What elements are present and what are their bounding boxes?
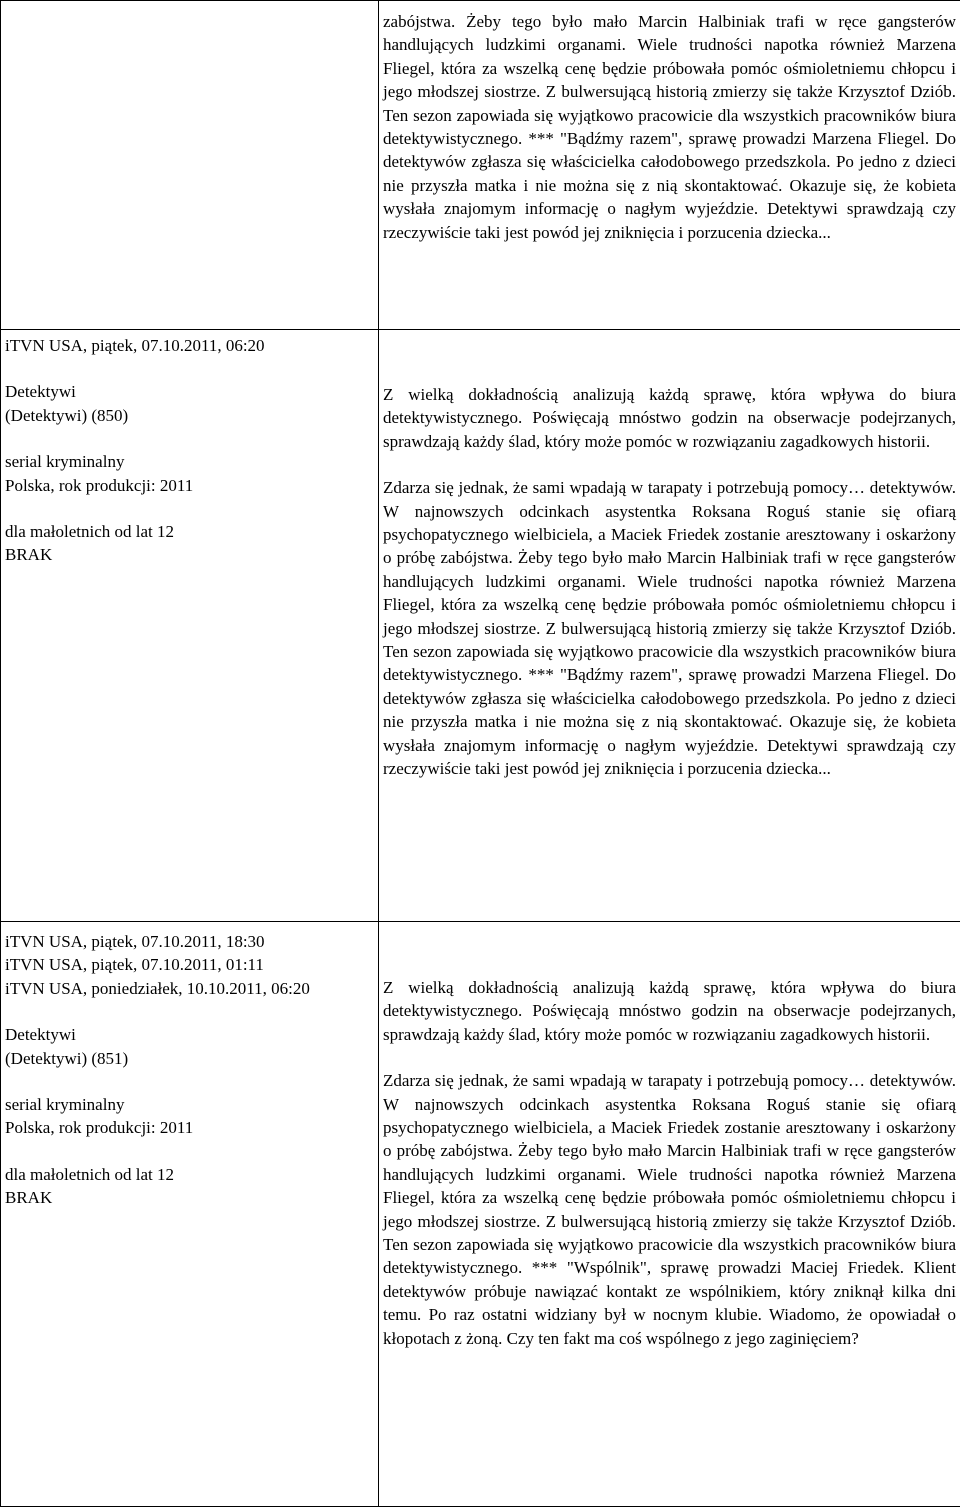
program-title: Detektywi [5, 380, 374, 403]
program-genre: serial kryminalny [5, 1093, 374, 1116]
description-paragraph: Z wielką dokładnością analizują każdą sprawę, która wpływa do biura detektywistycznego. Poświęcają mnóstwo godzin na obserwacje podejrzanych, sprawdzają każdy ślad, który może pomóc w rozwiązaniu zagadkowych historii. [383, 383, 956, 453]
program-info-cell [1, 330, 379, 922]
description-cell [379, 330, 960, 922]
program-info-cell [1, 922, 379, 1507]
description-paragraph: Z wielką dokładnością analizują każdą sprawę, która wpływa do biura detektywistycznego. Poświęcają mnóstwo godzin na obserwacje podejrzanych, sprawdzają każdy ślad, który może pomóc w rozwiązaniu zagadkowych historii. [383, 976, 956, 1046]
description-continuation: zabójstwa. Żeby tego było mało Marcin Halbiniak trafi w ręce gangsterów handlujących ludzkimi organami. Wiele trudności napotka również Marzena Fliegel, która za wszelką cenę będzie próbowała pomóc ośmioletniemu chłopcu i jego młodszej siostrze. Z bulwersującą historią zmierzy się także Krzysztof Dziób. Ten sezon zapowiada się wyjątkowo pracowicie dla wszystkich pracowników biura detektywistycznego. *** "Bądźmy razem", sprawę prowadzi Marzena Fliegel. Do detektywów zgłasza się właścicielka całodobowego przedszkola. Po jedno z dzieci nie przyszła matka i nie można się z nią skontaktować. Okazuje się, że kobieta wysłała znajomym informację o nagłym wyjeździe. Detektywi sprawdzają czy rzeczywiście taki jest powód jej zniknięcia i porzucenia dziecka... [383, 10, 956, 244]
program-extra: BRAK [5, 543, 374, 566]
program-extra: BRAK [5, 1186, 374, 1209]
program-original-title: (Detektywi) (850) [5, 404, 374, 427]
airing-time: iTVN USA, piątek, 07.10.2011, 18:30 [5, 930, 374, 953]
description-paragraph: Zdarza się jednak, że sami wpadają w tarapaty i potrzebują pomocy… detektywów. W najnowszych odcinkach asystentka Roksana Roguś stanie się ofiarą psychopatycznego wielbiciela, a Maciek Friedek zostanie aresztowany i oskarżony o próbę zabójstwa. Żeby tego było mało Marcin Halbiniak trafi w ręce gangsterów handlujących ludzkimi organami. Wiele trudności napotka również Marzena Fliegel, która za wszelką cenę będzie próbowała pomóc ośmioletniemu chłopcu i jego młodszej siostrze. Z bulwersującą historią zmierzy się także Krzysztof Dziób. Ten sezon zapowiada się wyjątkowo pracowicie dla wszystkich pracowników biura detektywistycznego. *** "Bądźmy razem", sprawę prowadzi Marzena Fliegel. Do detektywów zgłasza się właścicielka całodobowego przedszkola. Po jedno z dzieci nie przyszła matka i nie można się z nią skontaktować. Okazuje się, że kobieta wysłała znajomym informację o nagłym wyjeździe. Detektywi sprawdzają czy rzeczywiście taki jest powód jej zniknięcia i porzucenia dziecka... [383, 476, 956, 780]
schedule-row-continuation [1, 1, 960, 330]
airing-time: iTVN USA, piątek, 07.10.2011, 01:11 [5, 953, 374, 976]
description-paragraph: Zdarza się jednak, że sami wpadają w tarapaty i potrzebują pomocy… detektywów. W najnowszych odcinkach asystentka Roksana Roguś stanie się ofiarą psychopatycznego wielbiciela, a Maciek Friedek zostanie aresztowany i oskarżony o próbę zabójstwa. Żeby tego było mało Marcin Halbiniak trafi w ręce gangsterów handlujących ludzkimi organami. Wiele trudności napotka również Marzena Fliegel, która za wszelką cenę będzie próbowała pomóc ośmioletniemu chłopcu i jego młodszej siostrze. Z bulwersującą historią zmierzy się także Krzysztof Dziób. Ten sezon zapowiada się wyjątkowo pracowicie dla wszystkich pracowników biura detektywistycznego. *** "Wspólnik", sprawę prowadzi Maciej Friedek. Klient detektywów próbuje nawiązać kontakt ze wspólnikiem, który zniknął kilka dni temu. Po raz ostatni widziany był w nocnym klubie. Wiadomo, że opowiadał o kłopotach z żoną. Czy ten fakt ma coś wspólnego z jego zaginięciem? [383, 1069, 956, 1350]
airing-cell-empty [1, 1, 379, 330]
airing-time: iTVN USA, piątek, 07.10.2011, 06:20 [5, 334, 374, 357]
program-origin: Polska, rok produkcji: 2011 [5, 1116, 374, 1139]
program-title: Detektywi [5, 1023, 374, 1046]
program-origin: Polska, rok produkcji: 2011 [5, 474, 374, 497]
program-original-title: (Detektywi) (851) [5, 1047, 374, 1070]
schedule-row-program [1, 330, 960, 922]
schedule-row-program [1, 922, 960, 1507]
airing-time: iTVN USA, poniedziałek, 10.10.2011, 06:20 [5, 977, 374, 1000]
description-cell [379, 1, 960, 330]
program-age-rating: dla małoletnich od lat 12 [5, 520, 374, 543]
program-age-rating: dla małoletnich od lat 12 [5, 1163, 374, 1186]
description-cell [379, 922, 960, 1507]
program-genre: serial kryminalny [5, 450, 374, 473]
